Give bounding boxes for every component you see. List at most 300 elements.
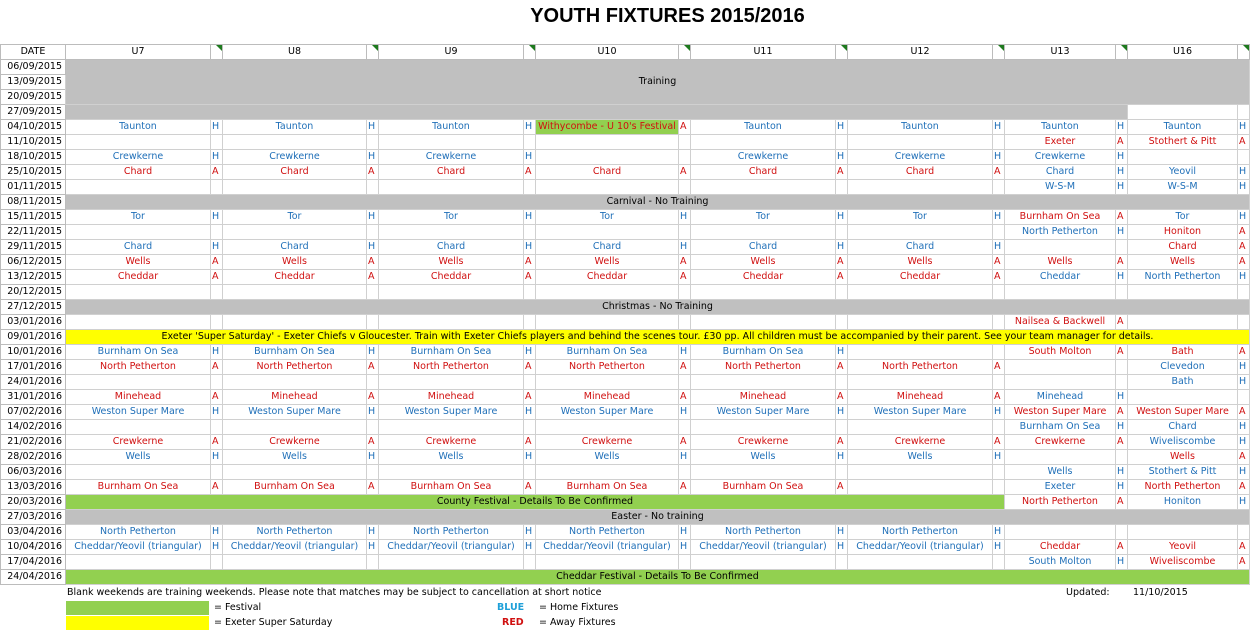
team-cell[interactable] [848,135,993,150]
home-away-cell[interactable]: A [211,390,223,405]
team-cell[interactable] [66,420,211,435]
home-away-cell[interactable]: H [1238,270,1250,285]
home-away-cell[interactable]: H [367,150,379,165]
filter-u11[interactable] [836,45,848,60]
home-away-cell[interactable] [1238,285,1250,300]
team-cell[interactable] [66,465,211,480]
team-cell[interactable] [1128,105,1238,120]
team-cell[interactable] [379,420,524,435]
team-cell[interactable]: Wiveliscombe [1128,555,1238,570]
home-away-cell[interactable] [1238,390,1250,405]
team-cell[interactable]: Weston Super Mare [691,405,836,420]
team-cell[interactable]: Crewkerne [1005,150,1116,165]
home-away-cell[interactable]: H [679,405,691,420]
team-cell[interactable]: Cheddar [536,270,679,285]
header-u12[interactable]: U12 [848,45,993,60]
date-cell[interactable]: 13/09/2015 [1,75,66,90]
team-cell[interactable]: North Petherton [536,360,679,375]
home-away-cell[interactable] [993,420,1005,435]
team-cell[interactable]: North Petherton [1005,225,1116,240]
team-cell[interactable] [691,225,836,240]
home-away-cell[interactable]: H [1116,420,1128,435]
team-cell[interactable] [223,225,367,240]
home-away-cell[interactable]: H [993,540,1005,555]
team-cell[interactable]: Crewkerne [691,150,836,165]
home-away-cell[interactable]: A [993,165,1005,180]
home-away-cell[interactable]: A [993,435,1005,450]
header-u10[interactable]: U10 [536,45,679,60]
merged-banner[interactable]: Carnival - No Training [66,195,1250,210]
team-cell[interactable] [691,555,836,570]
team-cell[interactable]: Crewkerne [379,150,524,165]
home-away-cell[interactable]: H [993,525,1005,540]
team-cell[interactable]: Minehead [66,390,211,405]
date-cell[interactable]: 24/04/2016 [1,570,66,585]
team-cell[interactable]: Wells [1005,255,1116,270]
home-away-cell[interactable] [367,180,379,195]
home-away-cell[interactable]: H [1116,465,1128,480]
home-away-cell[interactable]: A [836,360,848,375]
team-cell[interactable]: North Petherton [379,525,524,540]
team-cell[interactable]: Chard [223,240,367,255]
home-away-cell[interactable]: H [524,210,536,225]
home-away-cell[interactable]: A [367,255,379,270]
team-cell[interactable]: Tor [848,210,993,225]
home-away-cell[interactable] [367,555,379,570]
team-cell[interactable] [691,375,836,390]
home-away-cell[interactable] [679,555,691,570]
home-away-cell[interactable]: H [211,345,223,360]
home-away-cell[interactable] [993,285,1005,300]
team-cell[interactable]: Chard [536,240,679,255]
home-away-cell[interactable]: H [211,540,223,555]
home-away-cell[interactable]: H [1116,150,1128,165]
filter-u13[interactable] [1116,45,1128,60]
team-cell[interactable]: Cheddar/Yeovil (triangular) [66,540,211,555]
team-cell[interactable] [379,285,524,300]
home-away-cell[interactable] [1116,450,1128,465]
home-away-cell[interactable] [679,420,691,435]
team-cell[interactable]: Wells [223,450,367,465]
home-away-cell[interactable] [1238,315,1250,330]
team-cell[interactable]: Tor [223,210,367,225]
home-away-cell[interactable]: H [524,150,536,165]
home-away-cell[interactable]: A [524,360,536,375]
team-cell[interactable]: North Petherton [66,360,211,375]
team-cell[interactable]: Minehead [536,390,679,405]
home-away-cell[interactable]: H [836,405,848,420]
home-away-cell[interactable] [679,285,691,300]
home-away-cell[interactable] [836,555,848,570]
team-cell[interactable]: Wells [691,255,836,270]
team-cell[interactable]: Cheddar [223,270,367,285]
team-cell[interactable]: Weston Super Mare [379,405,524,420]
merged-banner[interactable]: Christmas - No Training [66,300,1250,315]
home-away-cell[interactable] [367,315,379,330]
home-away-cell[interactable]: H [679,525,691,540]
team-cell[interactable]: Taunton [223,120,367,135]
team-cell[interactable] [691,135,836,150]
team-cell[interactable]: Wiveliscombe [1128,435,1238,450]
home-away-cell[interactable]: H [1238,165,1250,180]
home-away-cell[interactable]: A [367,360,379,375]
home-away-cell[interactable]: A [679,360,691,375]
date-cell[interactable]: 25/10/2015 [1,165,66,180]
team-cell[interactable] [379,375,524,390]
header-u11[interactable]: U11 [691,45,836,60]
team-cell[interactable]: Wells [691,450,836,465]
home-away-cell[interactable]: H [1238,375,1250,390]
home-away-cell[interactable] [993,480,1005,495]
filter-u9[interactable] [524,45,536,60]
home-away-cell[interactable]: H [836,345,848,360]
team-cell[interactable] [536,285,679,300]
home-away-cell[interactable]: H [1116,390,1128,405]
home-away-cell[interactable]: A [1116,345,1128,360]
home-away-cell[interactable]: H [1238,465,1250,480]
filter-u16[interactable] [1238,45,1250,60]
date-cell[interactable]: 11/10/2015 [1,135,66,150]
header-u7[interactable]: U7 [66,45,211,60]
home-away-cell[interactable]: H [836,540,848,555]
home-away-cell[interactable] [524,420,536,435]
home-away-cell[interactable]: A [1238,135,1250,150]
team-cell[interactable]: Burnham On Sea [1005,420,1116,435]
team-cell[interactable]: North Petherton [1128,480,1238,495]
team-cell[interactable]: Burnham On Sea [1005,210,1116,225]
team-cell[interactable]: North Petherton [223,525,367,540]
home-away-cell[interactable]: A [211,360,223,375]
team-cell[interactable] [379,180,524,195]
date-cell[interactable]: 04/10/2015 [1,120,66,135]
home-away-cell[interactable]: H [836,525,848,540]
team-cell[interactable] [848,420,993,435]
team-cell[interactable]: North Petherton [691,360,836,375]
team-cell[interactable] [848,555,993,570]
team-cell[interactable]: Taunton [1128,120,1238,135]
team-cell[interactable]: Minehead [848,390,993,405]
home-away-cell[interactable]: H [1116,180,1128,195]
team-cell[interactable] [223,285,367,300]
team-cell[interactable]: Burnham On Sea [379,345,524,360]
home-away-cell[interactable] [524,225,536,240]
home-away-cell[interactable]: H [524,240,536,255]
team-cell[interactable] [536,465,679,480]
home-away-cell[interactable]: A [1116,495,1128,510]
team-cell[interactable]: Minehead [1005,390,1116,405]
home-away-cell[interactable] [211,375,223,390]
home-away-cell[interactable]: A [679,165,691,180]
team-cell[interactable]: North Petherton [848,360,993,375]
home-away-cell[interactable] [1116,375,1128,390]
team-cell[interactable]: Minehead [379,390,524,405]
home-away-cell[interactable]: H [836,240,848,255]
team-cell[interactable]: Wells [848,255,993,270]
team-cell[interactable]: W-S-M [1005,180,1116,195]
home-away-cell[interactable] [211,315,223,330]
date-cell[interactable]: 10/01/2016 [1,345,66,360]
home-away-cell[interactable] [1116,240,1128,255]
team-cell[interactable] [536,375,679,390]
home-away-cell[interactable]: H [524,450,536,465]
home-away-cell[interactable] [836,285,848,300]
home-away-cell[interactable] [211,225,223,240]
home-away-cell[interactable]: A [679,255,691,270]
home-away-cell[interactable]: A [1238,345,1250,360]
team-cell[interactable] [536,420,679,435]
home-away-cell[interactable] [524,285,536,300]
team-cell[interactable]: North Petherton [66,525,211,540]
home-away-cell[interactable]: A [836,390,848,405]
home-away-cell[interactable] [367,225,379,240]
team-cell[interactable]: Yeovil [1128,540,1238,555]
team-cell[interactable]: Taunton [691,120,836,135]
home-away-cell[interactable]: H [836,450,848,465]
home-away-cell[interactable]: H [1238,180,1250,195]
home-away-cell[interactable]: H [211,450,223,465]
team-cell[interactable]: Cheddar [848,270,993,285]
home-away-cell[interactable]: A [836,165,848,180]
team-cell[interactable] [379,135,524,150]
team-cell[interactable]: Cheddar [379,270,524,285]
team-cell[interactable]: Exeter [1005,480,1116,495]
home-away-cell[interactable]: A [1116,315,1128,330]
home-away-cell[interactable]: H [524,525,536,540]
team-cell[interactable]: Cheddar [691,270,836,285]
header-u9[interactable]: U9 [379,45,524,60]
home-away-cell[interactable]: A [524,480,536,495]
filter-u12[interactable] [993,45,1005,60]
team-cell[interactable]: Chard [848,165,993,180]
home-away-cell[interactable]: A [367,165,379,180]
team-cell[interactable] [66,555,211,570]
team-cell[interactable]: Wells [379,450,524,465]
team-cell[interactable]: Stothert & Pitt [1128,135,1238,150]
date-cell[interactable]: 31/01/2016 [1,390,66,405]
home-away-cell[interactable] [211,135,223,150]
date-cell[interactable]: 01/11/2015 [1,180,66,195]
team-cell[interactable] [379,225,524,240]
team-cell[interactable]: North Petherton [1128,270,1238,285]
home-away-cell[interactable]: A [1238,225,1250,240]
merged-banner[interactable]: Cheddar Festival - Details To Be Confirmed [66,570,1250,585]
header-u16[interactable]: U16 [1128,45,1238,60]
home-away-cell[interactable]: A [524,165,536,180]
team-cell[interactable]: South Molton [1005,555,1116,570]
team-cell[interactable]: Crewkerne [66,435,211,450]
team-cell[interactable]: Crewkerne [223,150,367,165]
home-away-cell[interactable] [836,135,848,150]
team-cell[interactable] [848,465,993,480]
home-away-cell[interactable]: H [993,240,1005,255]
home-away-cell[interactable]: H [524,405,536,420]
home-away-cell[interactable]: H [1238,210,1250,225]
home-away-cell[interactable]: A [1238,555,1250,570]
team-cell[interactable] [536,315,679,330]
home-away-cell[interactable] [993,180,1005,195]
team-cell[interactable]: Chard [379,165,524,180]
header-u13[interactable]: U13 [1005,45,1116,60]
team-cell[interactable] [691,180,836,195]
home-away-cell[interactable] [1238,150,1250,165]
home-away-cell[interactable]: A [367,435,379,450]
home-away-cell[interactable]: A [836,255,848,270]
team-cell[interactable]: Taunton [848,120,993,135]
home-away-cell[interactable] [679,375,691,390]
home-away-cell[interactable]: A [836,435,848,450]
date-cell[interactable]: 27/03/2016 [1,510,66,525]
team-cell[interactable]: Weston Super Mare [223,405,367,420]
home-away-cell[interactable]: H [1116,480,1128,495]
team-cell[interactable]: North Petherton [848,525,993,540]
home-away-cell[interactable]: H [1238,495,1250,510]
home-away-cell[interactable] [993,135,1005,150]
home-away-cell[interactable] [211,465,223,480]
home-away-cell[interactable]: A [211,480,223,495]
home-away-cell[interactable]: H [211,150,223,165]
team-cell[interactable]: Crewkerne [848,150,993,165]
home-away-cell[interactable]: A [1116,135,1128,150]
home-away-cell[interactable] [367,135,379,150]
team-cell[interactable]: Burnham On Sea [223,480,367,495]
team-cell[interactable] [848,480,993,495]
home-away-cell[interactable]: H [367,120,379,135]
home-away-cell[interactable] [524,375,536,390]
merged-banner[interactable] [66,105,1128,120]
merged-banner[interactable]: Easter - No training [66,510,1250,525]
date-cell[interactable]: 13/03/2016 [1,480,66,495]
home-away-cell[interactable]: H [1238,435,1250,450]
team-cell[interactable]: Chard [66,165,211,180]
team-cell[interactable]: Burnham On Sea [223,345,367,360]
team-cell[interactable]: Crewkerne [848,435,993,450]
home-away-cell[interactable]: A [993,390,1005,405]
team-cell[interactable] [66,225,211,240]
home-away-cell[interactable]: H [367,450,379,465]
team-cell[interactable]: Wells [1128,450,1238,465]
team-cell[interactable]: W-S-M [1128,180,1238,195]
team-cell[interactable]: Chard [1128,420,1238,435]
home-away-cell[interactable]: H [1238,420,1250,435]
header-u8[interactable]: U8 [223,45,367,60]
home-away-cell[interactable] [993,465,1005,480]
home-away-cell[interactable]: A [1116,255,1128,270]
home-away-cell[interactable]: H [679,540,691,555]
team-cell[interactable]: Tor [1128,210,1238,225]
team-cell[interactable]: Cheddar [1005,270,1116,285]
team-cell[interactable]: Tor [66,210,211,225]
team-cell[interactable]: Cheddar/Yeovil (triangular) [536,540,679,555]
home-away-cell[interactable]: H [367,210,379,225]
home-away-cell[interactable]: A [1238,405,1250,420]
home-away-cell[interactable]: A [1238,450,1250,465]
team-cell[interactable]: Wells [66,450,211,465]
date-cell[interactable]: 29/11/2015 [1,240,66,255]
team-cell[interactable]: Withycombe - U 10's Festival [536,120,679,135]
home-away-cell[interactable]: A [679,120,691,135]
team-cell[interactable] [848,180,993,195]
home-away-cell[interactable] [211,555,223,570]
team-cell[interactable]: Crewkerne [379,435,524,450]
team-cell[interactable]: Cheddar/Yeovil (triangular) [691,540,836,555]
home-away-cell[interactable] [211,420,223,435]
team-cell[interactable] [66,285,211,300]
home-away-cell[interactable] [993,555,1005,570]
date-cell[interactable]: 08/11/2015 [1,195,66,210]
date-cell[interactable]: 24/01/2016 [1,375,66,390]
team-cell[interactable] [223,555,367,570]
team-cell[interactable]: Cheddar/Yeovil (triangular) [848,540,993,555]
team-cell[interactable] [848,375,993,390]
team-cell[interactable]: Taunton [66,120,211,135]
team-cell[interactable]: Bath [1128,345,1238,360]
team-cell[interactable] [1005,450,1116,465]
home-away-cell[interactable]: H [211,525,223,540]
home-away-cell[interactable] [211,285,223,300]
team-cell[interactable]: Tor [379,210,524,225]
team-cell[interactable]: Nailsea & Backwell [1005,315,1116,330]
home-away-cell[interactable]: A [211,270,223,285]
team-cell[interactable]: Cheddar [1005,540,1116,555]
team-cell[interactable]: Burnham On Sea [66,480,211,495]
team-cell[interactable] [691,285,836,300]
home-away-cell[interactable]: H [211,120,223,135]
team-cell[interactable] [379,315,524,330]
team-cell[interactable]: Burnham On Sea [536,480,679,495]
home-away-cell[interactable]: H [367,405,379,420]
team-cell[interactable]: Tor [536,210,679,225]
home-away-cell[interactable]: A [1238,255,1250,270]
team-cell[interactable] [223,135,367,150]
date-cell[interactable]: 17/04/2016 [1,555,66,570]
home-away-cell[interactable]: A [679,480,691,495]
home-away-cell[interactable]: A [524,435,536,450]
team-cell[interactable]: Chard [691,240,836,255]
team-cell[interactable]: Bath [1128,375,1238,390]
team-cell[interactable] [1128,525,1238,540]
team-cell[interactable]: Chard [1128,240,1238,255]
date-cell[interactable]: 13/12/2015 [1,270,66,285]
team-cell[interactable]: Crewkerne [536,435,679,450]
team-cell[interactable]: Weston Super Mare [848,405,993,420]
team-cell[interactable]: Minehead [691,390,836,405]
date-cell[interactable]: 20/03/2016 [1,495,66,510]
team-cell[interactable]: Taunton [1005,120,1116,135]
home-away-cell[interactable] [524,135,536,150]
home-away-cell[interactable]: A [679,270,691,285]
home-away-cell[interactable] [1116,360,1128,375]
team-cell[interactable]: Burnham On Sea [691,480,836,495]
team-cell[interactable]: Weston Super Mare [66,405,211,420]
home-away-cell[interactable]: A [367,390,379,405]
date-cell[interactable]: 27/09/2015 [1,105,66,120]
team-cell[interactable]: Honiton [1128,495,1238,510]
team-cell[interactable] [691,465,836,480]
home-away-cell[interactable] [367,285,379,300]
date-cell[interactable]: 03/04/2016 [1,525,66,540]
home-away-cell[interactable]: H [524,120,536,135]
home-away-cell[interactable]: H [367,540,379,555]
home-away-cell[interactable]: A [524,255,536,270]
date-cell[interactable]: 27/12/2015 [1,300,66,315]
home-away-cell[interactable]: A [836,480,848,495]
team-cell[interactable]: Chard [1005,165,1116,180]
team-cell[interactable]: Chard [223,165,367,180]
home-away-cell[interactable]: A [211,165,223,180]
home-away-cell[interactable]: A [1116,210,1128,225]
team-cell[interactable] [848,225,993,240]
team-cell[interactable]: Crewkerne [1005,435,1116,450]
